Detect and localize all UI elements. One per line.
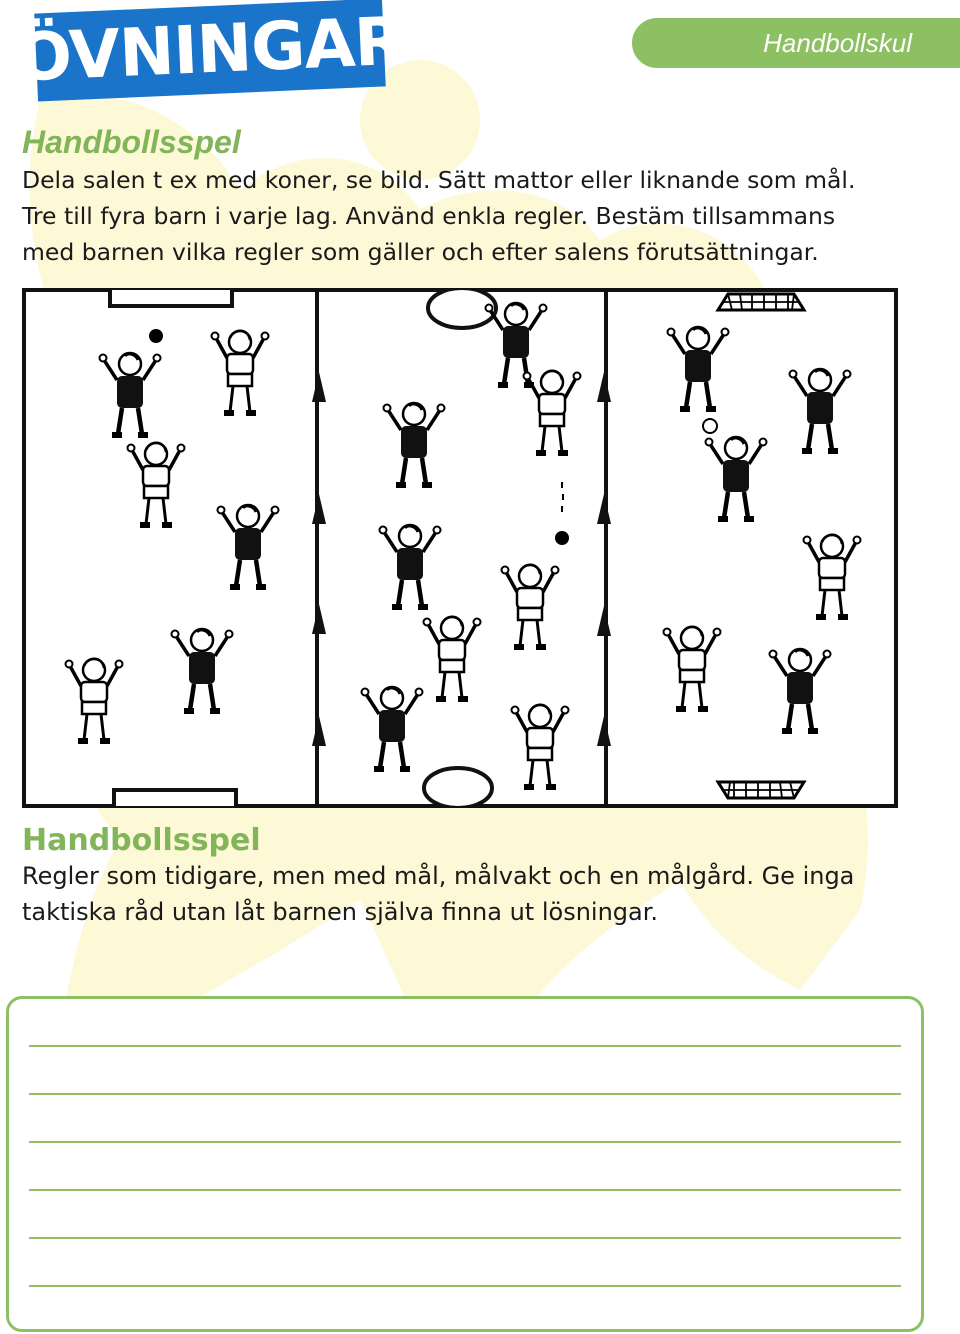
section-1-line: med barnen vilka regler som gäller och efter salens förutsättningar. bbox=[22, 238, 819, 266]
ovningar-logo bbox=[14, 0, 406, 102]
section-1-line: Tre till fyra barn i varje lag. Använd enkla regler. Bestäm tillsammans bbox=[22, 202, 836, 230]
section-2 bbox=[22, 823, 952, 930]
series-tab bbox=[632, 18, 960, 68]
series-label: Handbollskul bbox=[763, 27, 912, 58]
section-2-text bbox=[22, 858, 952, 930]
handball-hall-illustration-icon bbox=[22, 288, 898, 808]
logo-text: ÖVNINGAR bbox=[14, 2, 406, 97]
section-2-line: taktiska råd utan låt barnen själva finna ut lösningar. bbox=[22, 898, 659, 926]
note-line[interactable] bbox=[29, 1189, 901, 1191]
section-1-line: Dela salen t ex med koner, se bild. Sätt mattor eller liknande som mål. bbox=[22, 166, 856, 194]
section-2-line: Regler som tidigare, men med mål, målvakt och en målgård. Ge inga bbox=[22, 862, 855, 890]
note-line[interactable] bbox=[29, 1093, 901, 1095]
note-line[interactable] bbox=[29, 1237, 901, 1239]
section-2-title: Handbollsspel bbox=[22, 823, 261, 858]
notes-box[interactable] bbox=[6, 996, 924, 1332]
section-1-title: Handbollsspel bbox=[22, 124, 241, 160]
section-1-text bbox=[22, 162, 952, 270]
section-1 bbox=[22, 126, 952, 270]
note-line[interactable] bbox=[29, 1141, 901, 1143]
note-line[interactable] bbox=[29, 1045, 901, 1047]
note-line[interactable] bbox=[29, 1285, 901, 1287]
